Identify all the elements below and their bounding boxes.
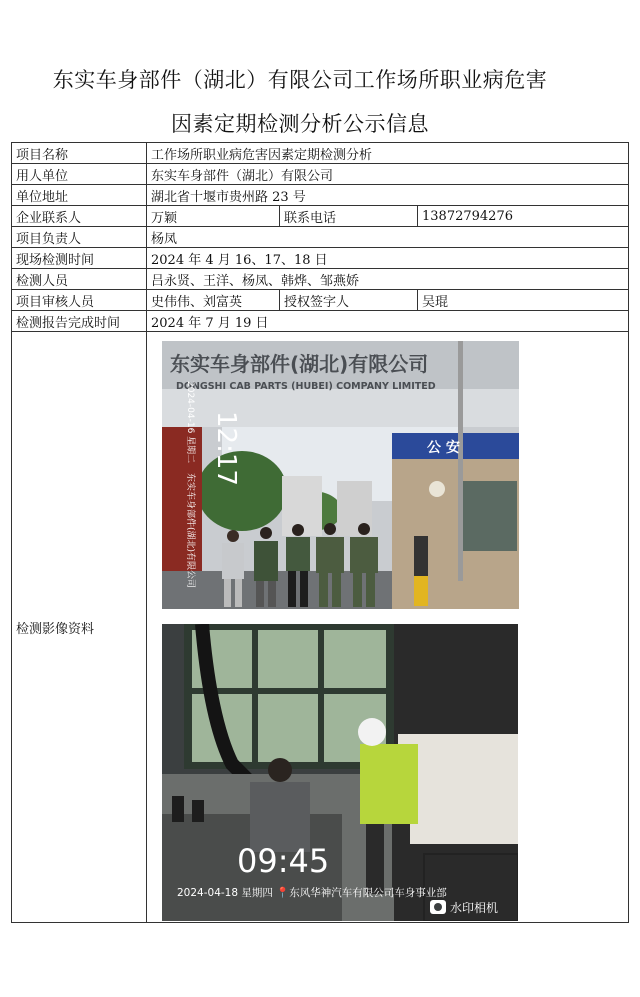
document-title-line-2: 因素定期检测分析公示信息 <box>171 112 429 136</box>
photo2-time-stamp: 09:45 <box>237 842 330 880</box>
table-row <box>12 143 629 164</box>
table-row <box>12 290 629 311</box>
row-label-address: 单位地址 <box>12 185 147 206</box>
row-value-contact: 万颖 <box>147 206 280 227</box>
row-label-report-date: 检测报告完成时间 <box>12 311 147 332</box>
row-label-signatory: 授权签字人 <box>280 290 418 311</box>
workshop-photo-scene <box>162 624 518 921</box>
row-value-address: 湖北省十堰市贵州路 23 号 <box>147 185 629 206</box>
photo1-date-stamp: 2024-04-16 星期二 <box>185 381 195 464</box>
row-label-images: 检测影像资料 <box>12 332 147 923</box>
row-value-project-name: 工作场所职业病危害因素定期检测分析 <box>147 143 629 164</box>
table-row <box>12 248 629 269</box>
gate-sign-chinese: 东实车身部件(湖北)有限公司 <box>170 352 429 376</box>
row-label-reviewers: 项目审核人员 <box>12 290 147 311</box>
row-label-project-name: 项目名称 <box>12 143 147 164</box>
table-row <box>12 206 629 227</box>
row-value-phone: 13872794276 <box>418 206 629 227</box>
row-value-signatory: 吴琨 <box>418 290 629 311</box>
row-value-employer: 东实车身部件（湖北）有限公司 <box>147 164 629 185</box>
workshop-photo <box>162 624 518 921</box>
document-title-line-1: 东实车身部件（湖北）有限公司工作场所职业病危害 <box>52 68 548 92</box>
row-label-contact: 企业联系人 <box>12 206 147 227</box>
row-value-project-lead: 杨凤 <box>147 227 629 248</box>
row-value-inspectors: 吕永贤、王洋、杨凤、韩烨、邹燕娇 <box>147 269 629 290</box>
photo1-time-stamp: 12:17 <box>211 411 241 486</box>
table-row <box>12 164 629 185</box>
row-value-reviewers: 史伟伟、刘富英 <box>147 290 280 311</box>
gate-sign-english: DONGSHI CAB PARTS (HUBEI) COMPANY LIMITED <box>176 381 436 392</box>
photo2-app-label: 水印相机 <box>450 901 499 915</box>
row-label-phone: 联系电话 <box>280 206 418 227</box>
table-row <box>12 227 629 248</box>
row-label-inspectors: 检测人员 <box>12 269 147 290</box>
row-label-project-lead: 项目负责人 <box>12 227 147 248</box>
photo1-location-stamp: 东实车身部件(湖北)有限公司 <box>185 473 195 589</box>
table-row <box>12 185 629 206</box>
gate-photo-scene <box>162 341 519 609</box>
photo2-date-location-stamp: 2024-04-18 星期四 📍东风华神汽车有限公司车身事业部 <box>177 887 447 899</box>
table-row <box>12 311 629 332</box>
guard-house-sign: 公 安 <box>427 440 460 456</box>
row-value-onsite-time: 2024 年 4 月 16、17、18 日 <box>147 248 629 269</box>
row-label-employer: 用人单位 <box>12 164 147 185</box>
row-label-onsite-time: 现场检测时间 <box>12 248 147 269</box>
table-row <box>12 269 629 290</box>
row-value-report-date: 2024 年 7 月 19 日 <box>147 311 629 332</box>
gate-photo <box>162 341 519 609</box>
